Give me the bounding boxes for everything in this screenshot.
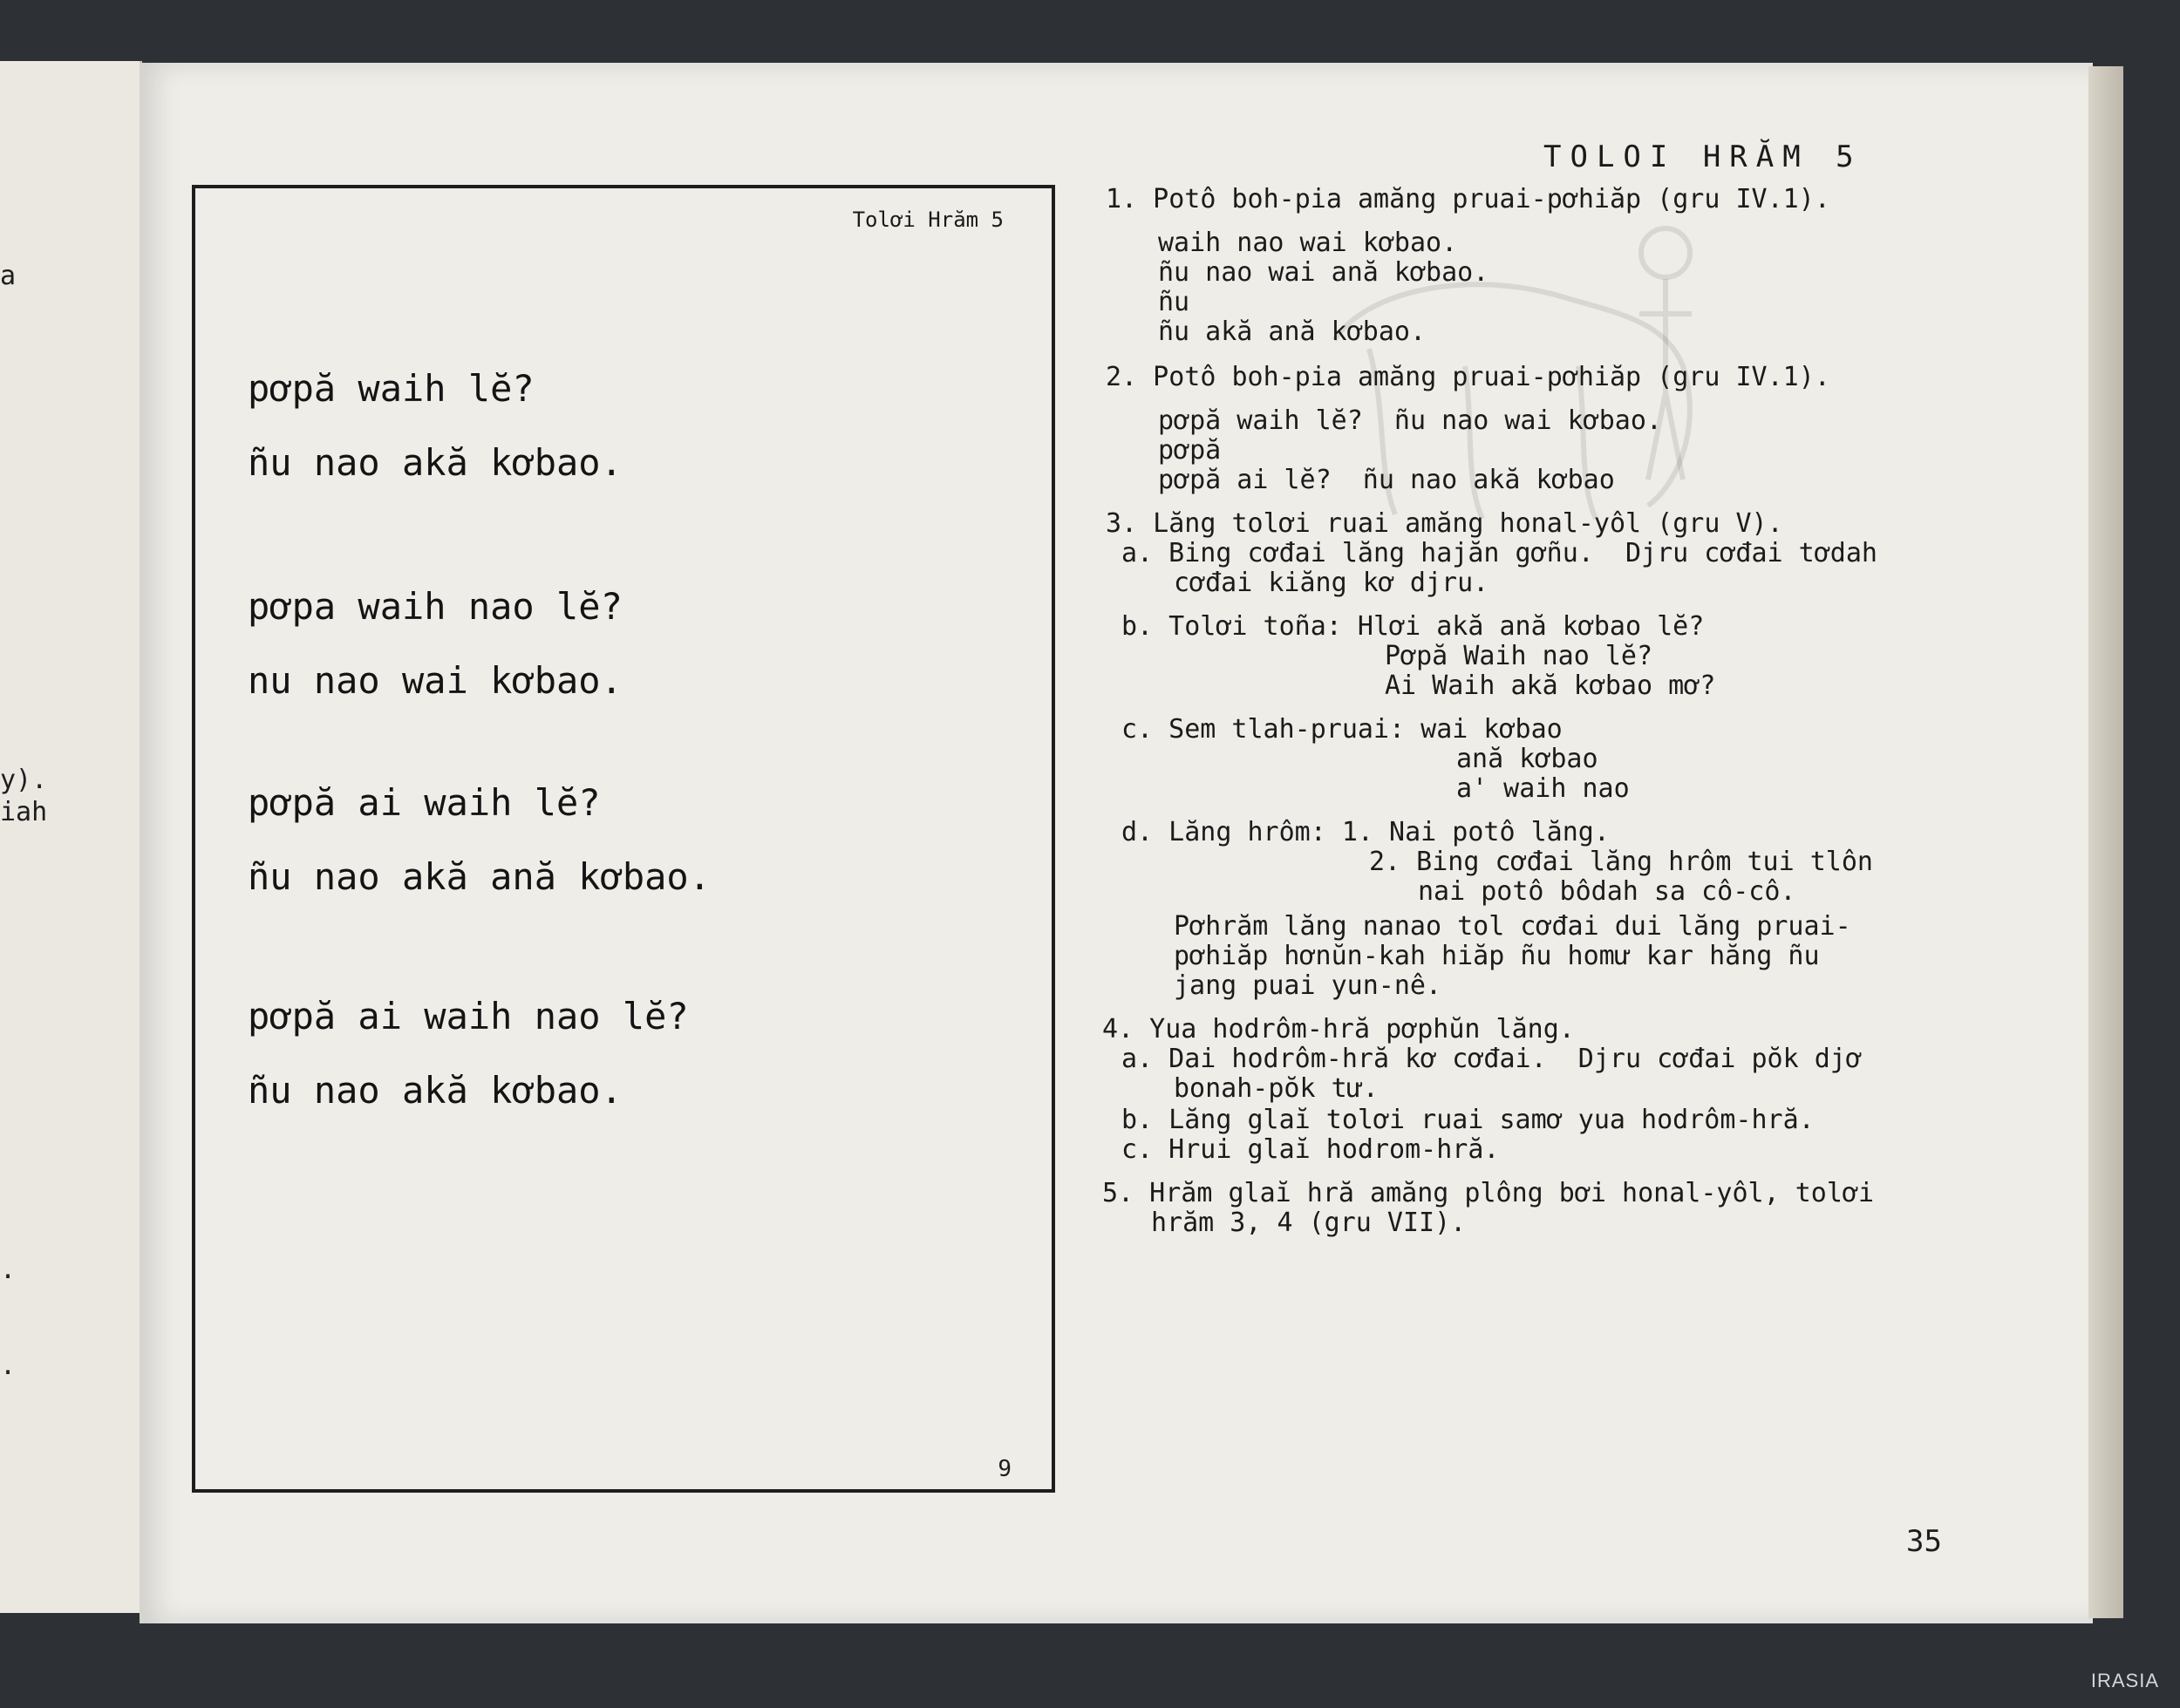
lesson-card-line: pơpa waih nao lĕ?	[248, 585, 623, 628]
left-text-fragment: .	[0, 1255, 17, 1285]
left-text-fragment: iah	[0, 797, 48, 827]
page-number: 35	[1906, 1524, 1942, 1559]
instruction-line: 1. Potô boh-pia amăng pruai-pơhiăp (gru IV.1).	[1106, 184, 1830, 214]
lesson-card-title: Tolơi Hrăm 5	[852, 208, 1004, 232]
lesson-card	[192, 185, 1055, 1493]
lesson-card-page-number: 9	[998, 1456, 1012, 1482]
previous-page-edge	[0, 61, 142, 1613]
lesson-card-line: pơpă ai waih nao lĕ?	[248, 995, 689, 1038]
lesson-card-line: pơpă waih lĕ?	[248, 367, 535, 410]
left-text-fragment: .	[0, 1351, 17, 1381]
instruction-line: c. Hrui glaĭ hodrom-hră.	[1121, 1134, 1500, 1165]
instruction-line: a. Dai hodrôm-hră kơ cơđai. Djru cơđai pŏk djơ	[1121, 1044, 1862, 1074]
instruction-line: a' waih nao	[1456, 773, 1630, 804]
instruction-line: Pơhrăm lăng nanao tol cơđai dui lăng pruai-	[1174, 911, 1851, 942]
left-text-fragment: y).	[0, 765, 48, 795]
lesson-card-line: pơpă ai waih lĕ?	[248, 781, 601, 824]
instruction-line: bonah-pŏk tư.	[1174, 1073, 1379, 1104]
instruction-line: d. Lăng hrôm: 1. Nai potô lăng.	[1121, 817, 1610, 847]
instruction-line: 2. Potô boh-pia amăng pruai-pơhiăp (gru IV.1).	[1106, 362, 1830, 392]
instruction-line: b. Lăng glaĭ tolơi ruai samơ yua hodrôm-hră.	[1121, 1105, 1815, 1135]
instruction-line: hrăm 3, 4 (gru VII).	[1151, 1208, 1467, 1238]
instruction-line: pơhiăp hơnŭn-kah hiăp ñu homư kar hăng ñu	[1174, 941, 1820, 971]
instruction-line: ană kơbao	[1456, 744, 1598, 774]
instruction-line: a. Bing cơđai lăng hajăn gơñu. Djru cơđai tơdah	[1121, 538, 1877, 568]
instruction-line: cơđai kiăng kơ djru.	[1174, 568, 1489, 598]
lesson-card-line: ñu nao akă kơbao.	[248, 1069, 623, 1112]
instruction-line: ñu akă ană kơbao.	[1158, 316, 1427, 347]
instruction-line: pơpă waih lĕ? ñu nao wai kơbao.	[1158, 405, 1662, 436]
instruction-line: 3. Lăng tolơi ruai amăng honal-yôl (gru V).	[1106, 508, 1783, 539]
left-text-fragment: a	[0, 261, 17, 291]
instruction-line: 2. Bing cơđai lăng hrôm tui tlôn	[1369, 847, 1873, 877]
lesson-card-line: ñu nao akă ană kơbao.	[248, 855, 712, 898]
instruction-line: 4. Yua hodrôm-hră pơphŭn lăng.	[1102, 1014, 1575, 1045]
instruction-line: pơpă	[1158, 435, 1222, 466]
page-header: TOLOI HRĂM 5	[1543, 139, 1863, 174]
lesson-card-line: ñu nao akă kơbao.	[248, 441, 623, 484]
instruction-line: b. Tolơi toña: Hlơi akă ană kơbao lĕ?	[1121, 611, 1705, 642]
instruction-line: Pơpă Waih nao lĕ?	[1385, 641, 1653, 671]
instruction-line: Ai Waih akă kơbao mơ?	[1385, 670, 1716, 701]
instruction-line: ñu nao wai ană kơbao.	[1158, 257, 1489, 288]
instruction-line: c. Sem tlah-pruai: wai kơbao	[1121, 714, 1563, 745]
instruction-line: waih nao wai kơbao.	[1158, 228, 1458, 258]
lesson-card-line: nu nao wai kơbao.	[248, 659, 623, 702]
watermark: IRASIA	[2090, 1670, 2159, 1691]
instruction-line: jang puai yun-nê.	[1174, 970, 1442, 1001]
instruction-line: ñu	[1158, 287, 1190, 317]
instruction-line: pơpă ai lĕ? ñu nao akă kơbao	[1158, 465, 1615, 495]
instruction-line: nai potô bôdah sa cô-cô.	[1418, 876, 1796, 907]
instruction-line: 5. Hrăm glaĭ hră amăng plông bơi honal-yôl, tolơi	[1102, 1178, 1875, 1208]
page-stack-edge	[2088, 66, 2123, 1618]
